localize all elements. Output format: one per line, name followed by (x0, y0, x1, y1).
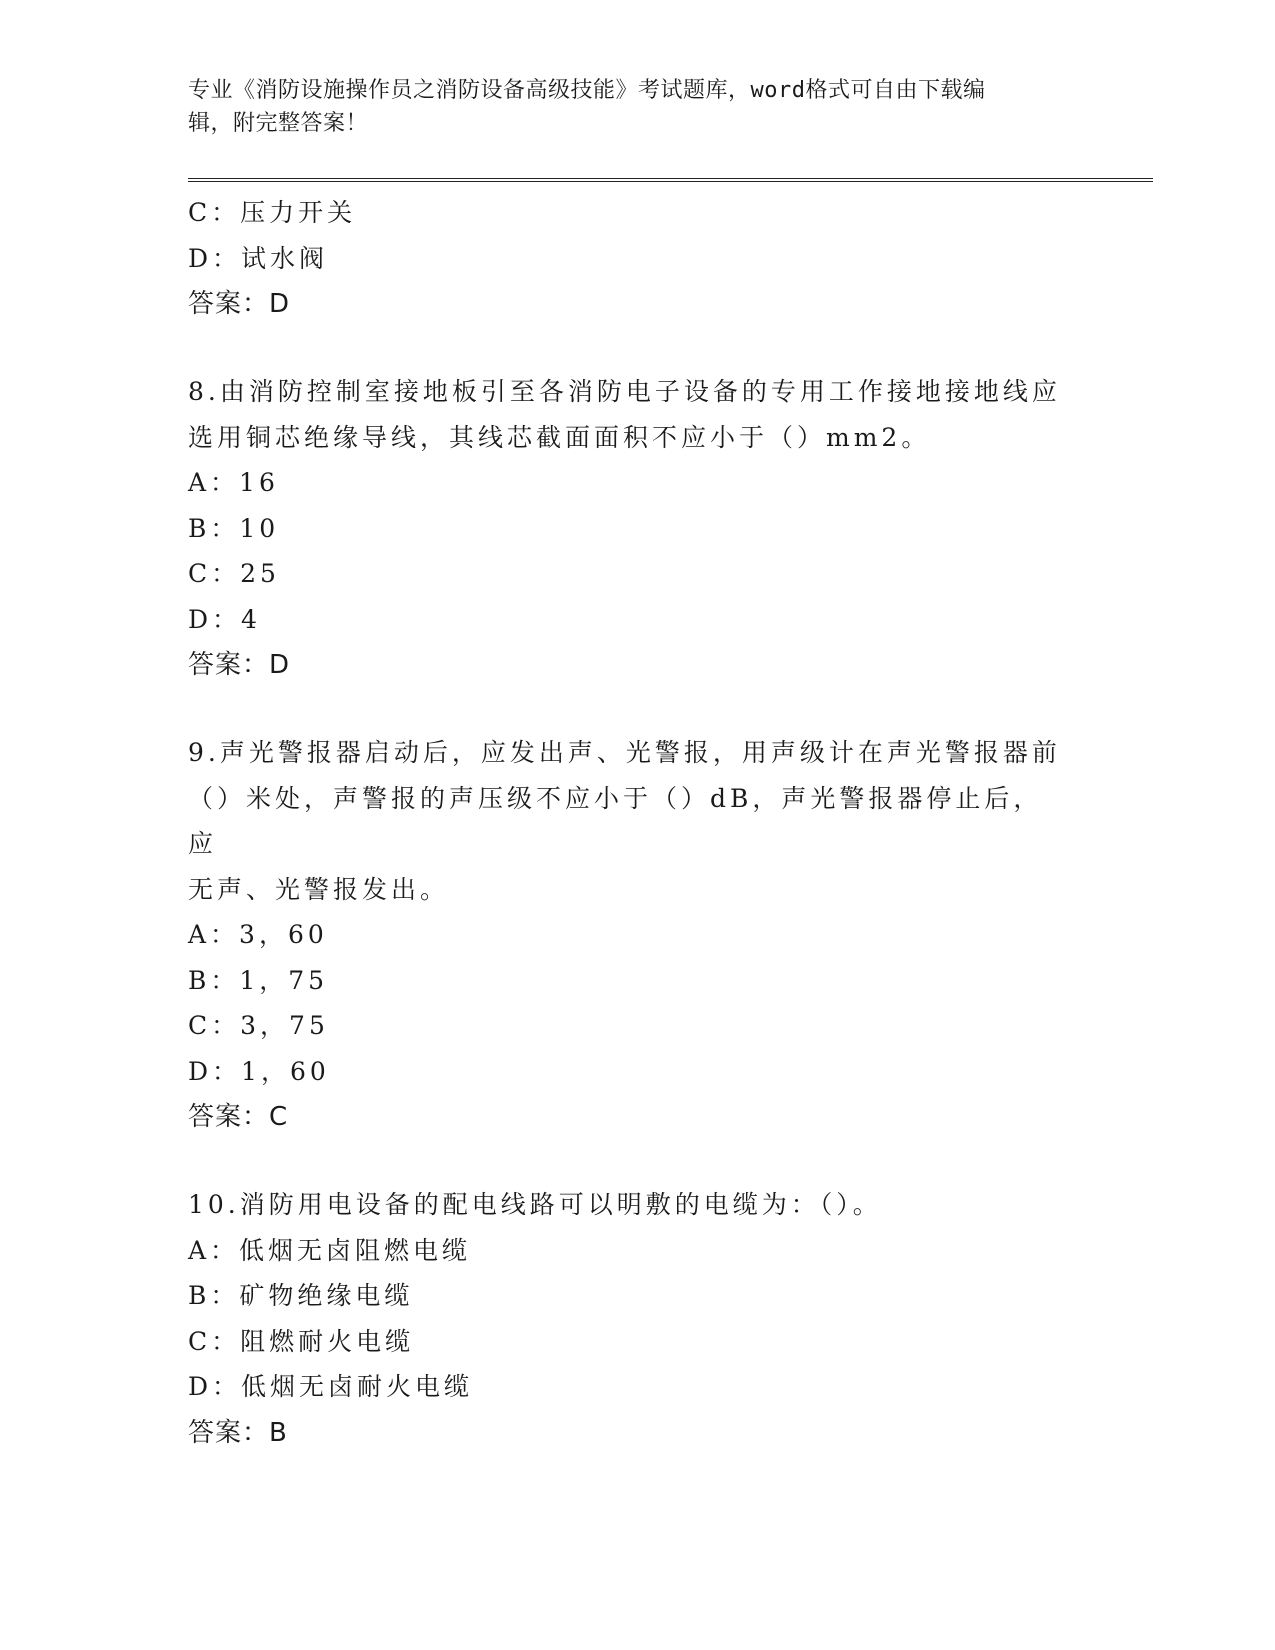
spacer (188, 688, 1088, 730)
question-7-continued (188, 190, 1088, 327)
option-c: C：压力开关 (188, 198, 357, 227)
spacer (188, 1140, 1088, 1182)
question-stem-line: 选用铜芯绝缘导线，其线芯截面面积不应小于（）mm2。 (188, 422, 931, 452)
option-d: D：4 (188, 604, 261, 634)
question-stem-line: 无声、光警报发出。 (188, 874, 450, 904)
header-line-1: 专业《消防设施操作员之消防设备高级技能》考试题库，word格式可自由下载编 (188, 78, 986, 103)
header-line-2: 辑，附完整答案！ (188, 111, 369, 136)
question-stem-line: 9.声光警报器启动后，应发出声、光警报，用声级计在声光警报器前 (188, 738, 1061, 767)
option-c: C：3，75 (188, 1011, 329, 1040)
option-a: A：低烟无卤阻燃电缆 (188, 1235, 472, 1265)
question-stem-line: （）米处，声警报的声压级不应小于（）dB，声光警报器停止后，应 (188, 783, 1043, 858)
option-b: B：1，75 (188, 965, 329, 995)
option-b: B：10 (188, 513, 280, 543)
option-d: D：低烟无卤耐火电缆 (188, 1372, 474, 1401)
spacer (188, 327, 1088, 369)
option-a: A：16 (188, 468, 279, 497)
question-list (188, 190, 1088, 1456)
answer-line: 答案：D (188, 650, 291, 680)
question-8 (188, 369, 1088, 688)
question-stem-line: 10.消防用电设备的配电线路可以明敷的电缆为：（）。 (188, 1190, 882, 1219)
question-9 (188, 730, 1088, 1140)
option-c: C：25 (188, 559, 280, 588)
answer-line: 答案：B (188, 1417, 288, 1448)
question-stem-line: 8.由消防控制室接地板引至各消防电子设备的专用工作接地接地线应 (188, 377, 1061, 406)
option-b: B：矿物绝缘电缆 (188, 1281, 414, 1310)
option-d: D：试水阀 (188, 243, 329, 273)
option-c: C：阻燃耐火电缆 (188, 1326, 415, 1356)
option-a: A：3，60 (188, 920, 328, 949)
answer-line: 答案：C (188, 1102, 289, 1132)
answer-line: 答案：D (188, 289, 291, 319)
page-header (188, 74, 1068, 140)
option-d: D：1，60 (188, 1056, 330, 1086)
header-divider (188, 178, 1153, 182)
question-10 (188, 1182, 1088, 1456)
